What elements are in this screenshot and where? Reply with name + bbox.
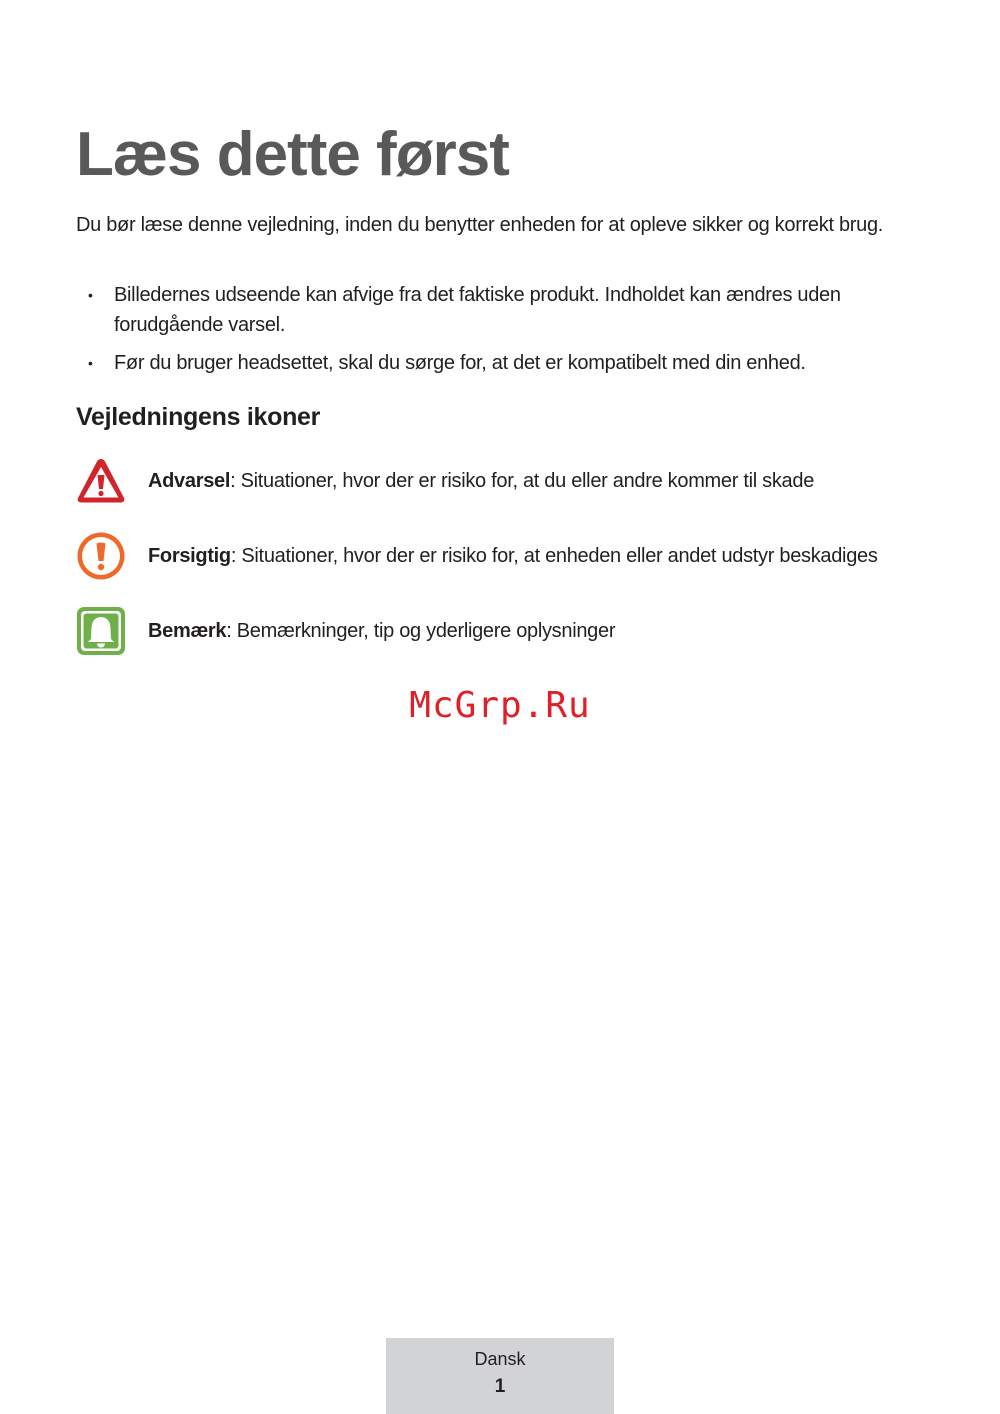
- caution-circle-icon: [76, 531, 126, 581]
- bullet-text: Før du bruger headsettet, skal du sørge for, at det er kompatibelt med din enhed.: [114, 352, 806, 374]
- icon-label: Bemærk: [148, 620, 227, 642]
- note-bell-icon: [76, 606, 126, 656]
- icon-description: [148, 466, 814, 496]
- icon-row-caution: [76, 531, 936, 581]
- icon-text: : Situationer, hvor der er risiko for, at enheden eller andet udstyr beskadiges: [230, 545, 878, 567]
- page-title: Læs dette først: [76, 120, 509, 189]
- bullet-list: [76, 280, 916, 386]
- icon-text: : Situationer, hvor der er risiko for, at du eller andre kommer til skade: [230, 470, 815, 492]
- bullet-marker: •: [88, 355, 93, 371]
- icon-label: Advarsel: [148, 470, 231, 492]
- intro-paragraph: Du bør læse denne vejledning, inden du benytter enheden for at opleve sikker og korrekt brug.: [76, 214, 884, 236]
- bullet-marker: •: [88, 287, 93, 303]
- icon-row-note: [76, 606, 936, 656]
- icon-description: [148, 541, 878, 571]
- icon-text: : Bemærkninger, tip og yderligere oplysninger: [226, 620, 616, 642]
- footer-language: Dansk: [474, 1349, 526, 1369]
- warning-triangle-icon: [76, 456, 126, 506]
- bullet-item: [76, 348, 916, 378]
- watermark: McGrp.Ru: [409, 685, 591, 726]
- icon-description: [148, 616, 615, 646]
- page-footer: [386, 1338, 614, 1414]
- bullet-item: [76, 280, 916, 340]
- bullet-text: Billedernes udseende kan afvige fra det faktiske produkt. Indholdet kan ændres uden forudgående varsel.: [114, 284, 841, 336]
- icon-label: Forsigtig: [148, 545, 231, 567]
- section-heading: Vejledningens ikoner: [76, 403, 321, 431]
- page-number: 1: [494, 1376, 506, 1397]
- icon-row-warning: [76, 456, 936, 506]
